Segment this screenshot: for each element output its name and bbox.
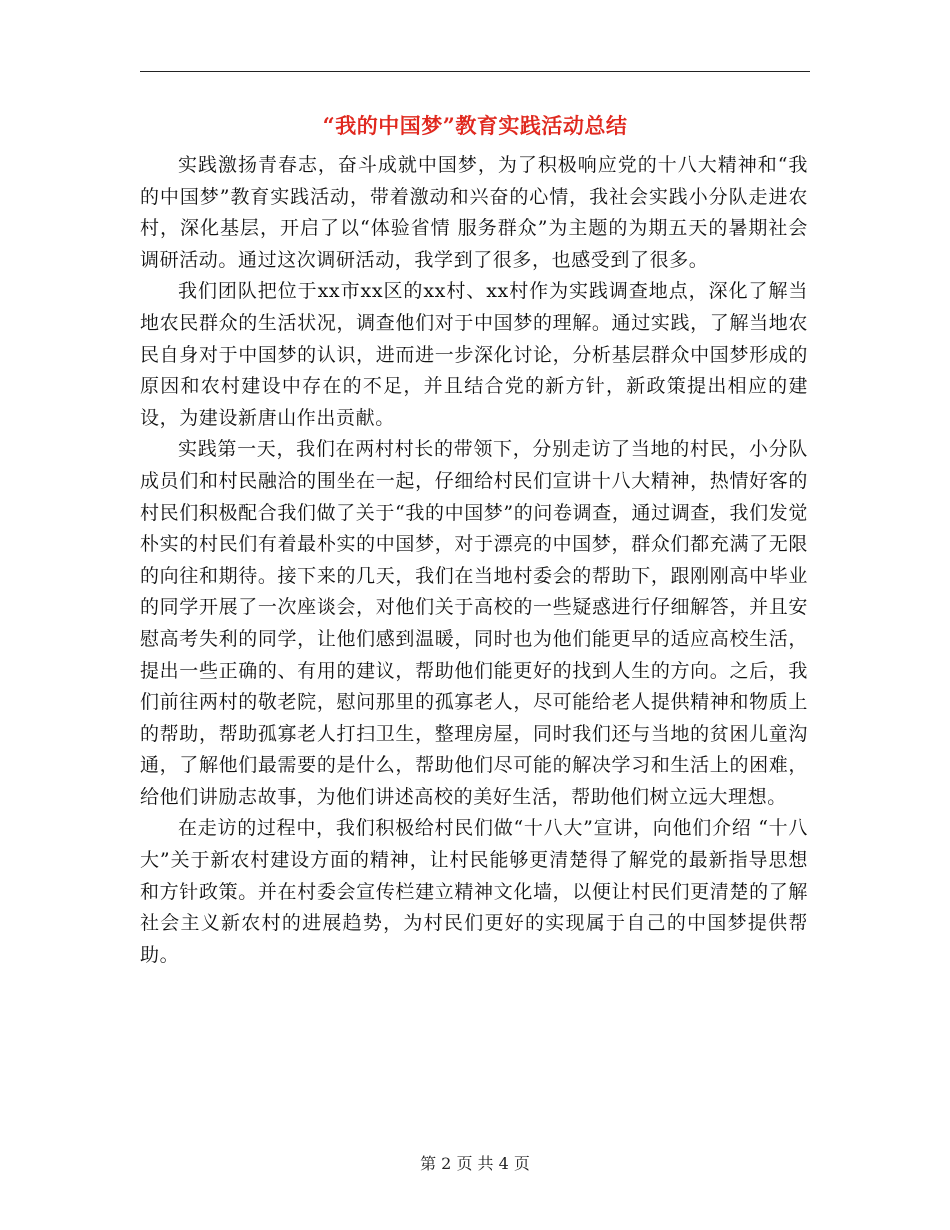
document-body [140, 150, 808, 971]
document-title: “我的中国梦”教育实践活动总结 [322, 113, 628, 138]
paragraph-2: 我们团队把位于xx市xx区的xx村、xx村作为实践调查地点，深化了解当地农民群众的生活状况，调查他们对于中国梦的理解。通过实践，了解当地农民自身对于中国梦的认识，进而进一步深化讨论，分析基层群众中国梦形成的原因和农村建设中存在的不足，并且结合党的新方针，新政策提出相应的建设，为建设新唐山作出贡献。 [140, 280, 808, 429]
paragraph-4: 在走访的过程中，我们积极给村民们做“十八大”宣讲，向他们介绍 “十八大”关于新农村建设方面的精神，让村民能够更清楚得了解党的最新指导思想和方针政策。并在村委会宣传栏建立精神文化墙，以便让村民们更清楚的了解社会主义新农村的进展趋势，为村民们更好的实现属于自己的中国梦提供帮助。 [140, 817, 808, 966]
paragraph-3: 实践第一天，我们在两村村长的带领下，分别走访了当地的村民，小分队成员们和村民融洽的围坐在一起，仔细给村民们宣讲十八大精神，热情好客的村民们积极配合我们做了关于“我的中国梦”的问卷调查，通过调查，我们发觉朴实的村民们有着最朴实的中国梦，对于漂亮的中国梦，群众们都充满了无限的向往和期待。接下来的几天，我们在当地村委会的帮助下，跟刚刚高中毕业的同学开展了一次座谈会，对他们关于高校的一些疑惑进行仔细解答，并且安慰高考失利的同学，让他们感到温暖，同时也为他们能更早的适应高校生活，提出一些正确的、有用的建议，帮助他们能更好的找到人生的方向。之后，我们前往两村的敬老院，慰问那里的孤寡老人，尽可能给老人提供精神和物质上的帮助，帮助孤寡老人打扫卫生，整理房屋，同时我们还与当地的贫困儿童沟通，了解他们最需要的是什么，帮助他们尽可能的解决学习和生活上的困难，给他们讲励志故事，为他们讲述高校的美好生活，帮助他们树立远大理想。 [140, 438, 808, 808]
header-rule [140, 71, 810, 72]
paragraph-1: 实践激扬青春志，奋斗成就中国梦，为了积极响应党的十八大精神和“我的中国梦”教育实践活动，带着激动和兴奋的心情，我社会实践小分队走进农村，深化基层，开启了以“体验省情 服务群众”为主题的为期五天的暑期社会调研活动。通过这次调研活动，我学到了很多，也感受到了很多。 [140, 154, 808, 271]
page-number-footer: 第 2 页 共 4 页 [420, 1154, 530, 1173]
